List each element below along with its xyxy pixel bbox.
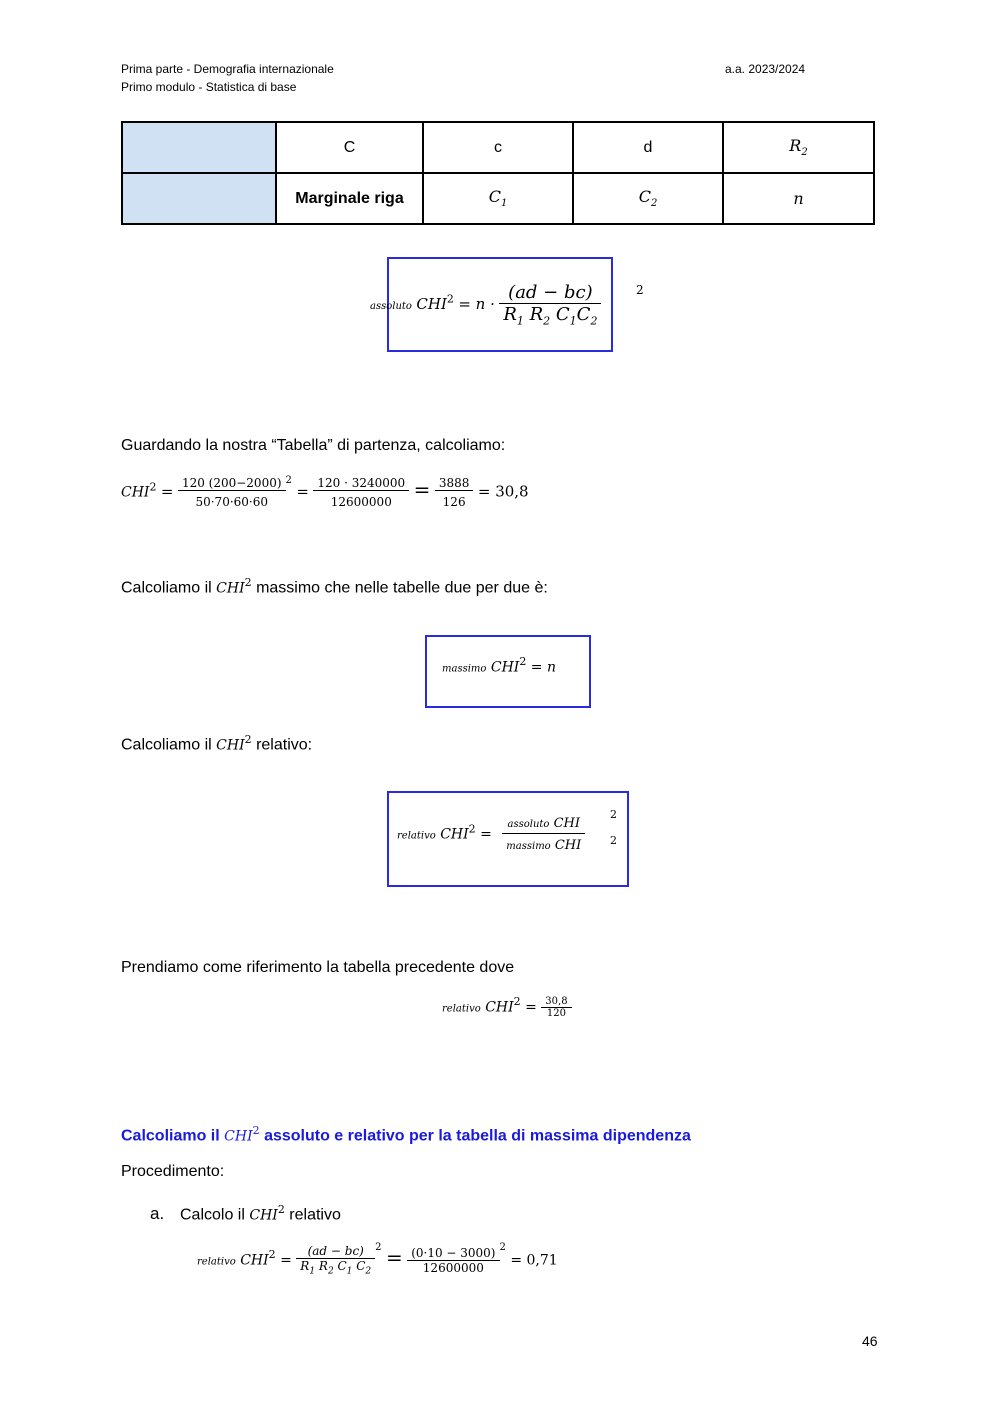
section-heading (121, 1124, 691, 1145)
table-cell (723, 122, 874, 173)
fraction-denominator: 12600000 (313, 490, 409, 509)
paragraph: Guardando la nostra “Tabella” di partenza, calcoliamo: (121, 437, 506, 454)
fraction-numerator (502, 816, 585, 833)
procedure-label: Procedimento: (121, 1163, 225, 1180)
formula-result: = 0,71 (510, 1252, 558, 1269)
num-chi: CHI (553, 816, 581, 831)
table-cell-shaded (122, 122, 276, 173)
header-academic-year: a.a. 2023/2024 (725, 62, 806, 76)
formula-chi-massimo (442, 655, 556, 676)
formula-lhs: CHI (490, 659, 520, 676)
page-number: 46 (862, 1333, 878, 1349)
fraction-numerator: 120 · 3240000 (317, 476, 406, 490)
den-prefix: massimo (506, 841, 551, 852)
formula-lhs: CHI (485, 999, 514, 1016)
formula-chi-relativo (397, 816, 585, 853)
formula-chi-assoluto (370, 282, 601, 328)
fraction-denominator: 50·70·60·60 (178, 490, 286, 509)
formula-exp: 2 (446, 292, 454, 306)
formula-fraction-1 (296, 1244, 375, 1276)
equals-sign: = (385, 1245, 403, 1270)
text-run: Calcoliamo il (121, 1127, 220, 1145)
formula-exp: 2 (519, 655, 527, 668)
formula-fraction-2 (407, 1246, 499, 1275)
text-run: Calcolo il (180, 1206, 245, 1224)
formula-lhs: CHI (416, 295, 447, 314)
contingency-table (121, 121, 875, 225)
text-run: Calcoliamo il (121, 736, 212, 754)
formula-exp: 2 (513, 995, 521, 1008)
formula-prefix: assoluto (370, 301, 412, 313)
table-cell: C (276, 122, 423, 173)
formula-exp: 2 (468, 822, 476, 836)
table-cell: c (423, 122, 573, 173)
calc-result: = 30,8 (477, 482, 529, 501)
fraction-numerator: 120 (200−2000) (181, 476, 282, 490)
calc-fraction-3 (435, 476, 474, 509)
formula-prefix: relativo (397, 830, 436, 842)
formula-prefix: massimo (442, 663, 487, 675)
paragraph (121, 576, 548, 597)
calc-fraction-2 (313, 476, 409, 509)
table-cell: $C_2$ (573, 173, 723, 224)
fraction-numerator: (ad − bc) (508, 282, 593, 303)
formula-fraction (499, 282, 601, 328)
paragraph (121, 733, 312, 754)
fraction-denominator: 126 (435, 490, 474, 509)
header-course: Prima parte - Demografia internazionale (121, 62, 334, 76)
fraction-exp: 2 (375, 1242, 382, 1254)
formula-lhs: CHI (440, 826, 469, 843)
formula-chi-relativo-value (442, 995, 572, 1019)
paragraph: Prendiamo come riferimento la tabella precedente dove (121, 959, 515, 976)
text-run: relativo (289, 1206, 341, 1224)
math-exp: 2 (252, 1124, 260, 1137)
table-cell: Marginale riga (276, 173, 423, 224)
fraction-denominator (502, 833, 585, 853)
fraction-numerator: 30,8 (545, 995, 568, 1007)
calc-fraction-1 (178, 476, 286, 509)
fraction-denominator: $R_1$ $R_2$ $C_1$ $C_2$ (296, 1258, 375, 1276)
equals-sign: = (280, 1252, 292, 1269)
fraction-numerator: (ad − bc) (307, 1244, 364, 1258)
calc-exp: 2 (149, 480, 157, 494)
equals-sign: = (296, 482, 309, 501)
list-marker: a. (150, 1204, 165, 1224)
formula-lhs: CHI (240, 1252, 269, 1269)
num-exp: 2 (610, 808, 617, 821)
formula-prefix: relativo (197, 1256, 236, 1268)
fraction-exp: 2 (285, 474, 292, 486)
table-cell-shaded (122, 173, 276, 224)
equals-sign: = (413, 477, 431, 502)
equals-sign: = (160, 482, 174, 501)
formula-outer-exp: 2 (636, 283, 644, 297)
formula-fraction (502, 816, 585, 853)
list-item (150, 1203, 341, 1224)
math-exp: 2 (277, 1203, 285, 1216)
formula-fraction (541, 996, 571, 1019)
fraction-numerator: 3888 (438, 476, 470, 490)
formula-exp: 2 (268, 1248, 276, 1262)
text-run: Calcoliamo il (121, 579, 212, 597)
r2-label: $R_2$ (789, 136, 808, 159)
fraction-denominator: 12600000 (407, 1260, 499, 1275)
math-inline: CHI (216, 580, 245, 597)
text-run: relativo: (256, 736, 313, 754)
text-run: assoluto e relativo per la tabella di massima dipendenza (264, 1127, 691, 1145)
formula-rhs: = n (530, 659, 556, 676)
fraction-exp: 2 (499, 1242, 506, 1254)
header-module: Primo modulo - Statistica di base (121, 80, 297, 94)
formula-eq: = n · (458, 295, 495, 314)
math-exp: 2 (244, 576, 252, 589)
den-chi: CHI (554, 838, 582, 853)
fraction-denominator: 120 (541, 1007, 571, 1019)
formula-prefix: relativo (442, 1003, 481, 1015)
den-exp: 2 (610, 834, 617, 847)
math-inline: CHI (249, 1207, 278, 1224)
table-row (122, 173, 874, 224)
math-inline: CHI (216, 737, 245, 754)
table-row (122, 122, 874, 173)
fraction-numerator: (0·10 − 3000) (411, 1245, 496, 1260)
math-inline: CHI (224, 1128, 253, 1145)
running-header (121, 60, 334, 96)
calculation-chi-square (121, 476, 529, 509)
table-cell: d (573, 122, 723, 173)
math-exp: 2 (244, 733, 252, 746)
table-cell: n (723, 173, 874, 224)
equals-sign: = (480, 826, 492, 843)
formula-chi-relativo-calc (197, 1244, 558, 1276)
equals-sign: = (525, 999, 537, 1016)
fraction-denominator: $R_1$ $R_2$ $C_1C_2$ (499, 303, 601, 328)
num-prefix: assoluto (507, 819, 550, 830)
table-cell: $C_1$ (423, 173, 573, 224)
text-run: massimo che nelle tabelle due per due è: (256, 579, 548, 597)
calc-lhs: CHI (121, 484, 150, 501)
